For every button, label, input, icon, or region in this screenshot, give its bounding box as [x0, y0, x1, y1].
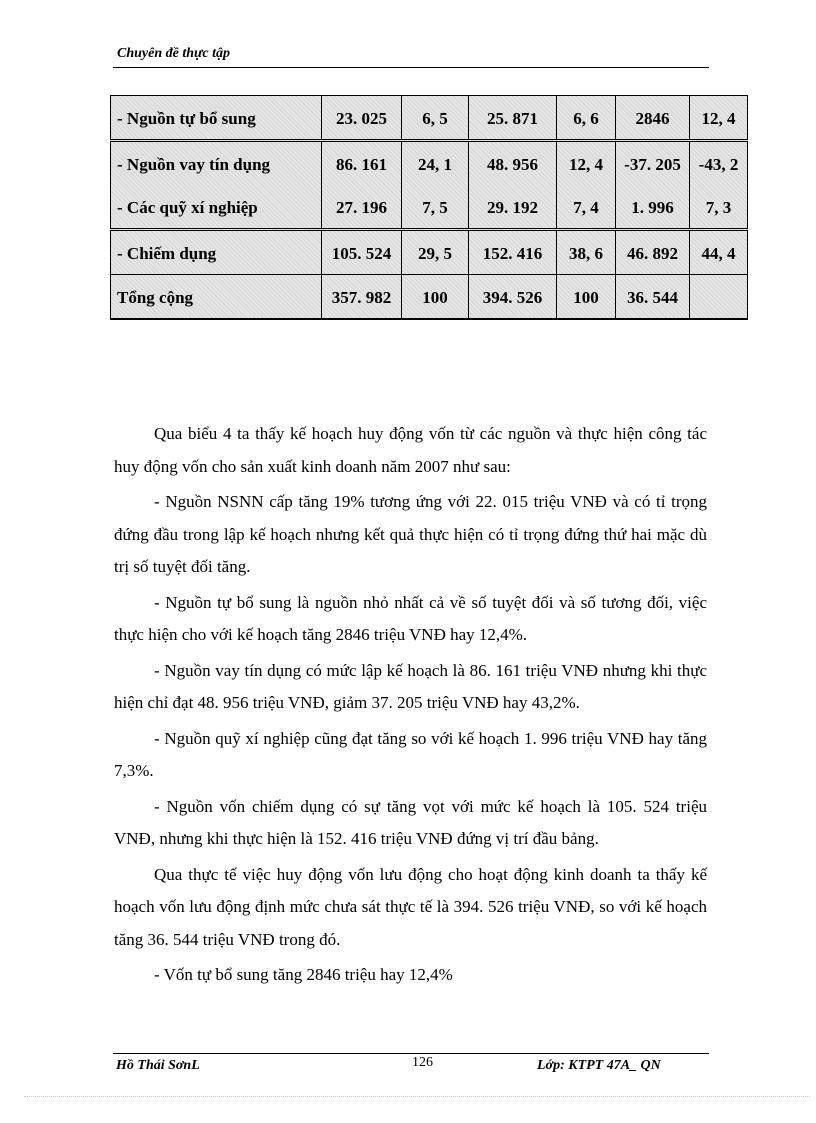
table-row: [111, 185, 748, 230]
table-cell: 2846: [616, 96, 690, 141]
footer-author: Hồ Thái SơnL: [116, 1058, 200, 1073]
table-cell: 394. 526: [469, 275, 557, 320]
table-cell: 36. 544: [616, 275, 690, 320]
table-cell: 7, 5: [402, 185, 469, 230]
table-row: [111, 275, 748, 320]
table-cell: 12, 4: [690, 96, 748, 141]
table-cell: 1. 996: [616, 185, 690, 230]
page-number: 126: [412, 1055, 433, 1070]
footer-class: Lớp: KTPT 47A_ QN: [537, 1058, 661, 1073]
table-cell: 105. 524: [322, 230, 402, 275]
paragraph: - Nguồn tự bổ sung là nguồn nhỏ nhất cả về số tuyệt đối và số tương đối, việc thực hiện cho với kế hoạch tăng 2846 triệu VNĐ hay 12,4%.: [114, 592, 707, 644]
table-cell: 29. 192: [469, 185, 557, 230]
table-cell: 27. 196: [322, 185, 402, 230]
table-cell: -37. 205: [616, 141, 690, 186]
page-edge-divider: [24, 1096, 810, 1097]
table-row: [111, 230, 748, 275]
table-cell: 7, 3: [690, 185, 748, 230]
table-cell: 7, 4: [557, 185, 616, 230]
header-divider: [113, 67, 709, 68]
table-cell: 86. 161: [322, 141, 402, 186]
capital-sources-table: [110, 95, 748, 320]
table-cell: 12, 4: [557, 141, 616, 186]
table-cell: -43, 2: [690, 141, 748, 186]
table-cell: [690, 275, 748, 320]
row-label: - Các quỹ xí nghiệp: [111, 185, 322, 230]
table-cell: 100: [557, 275, 616, 320]
table-cell: 25. 871: [469, 96, 557, 141]
row-label: - Chiếm dụng: [111, 230, 322, 275]
table-row: [111, 141, 748, 186]
table-cell: 6, 5: [402, 96, 469, 141]
table-cell: 44, 4: [690, 230, 748, 275]
paragraph: Qua thực tế việc huy động vốn lưu động cho hoạt động kinh doanh ta thấy kế hoạch vốn lưu động định mức chưa sát thực tế là 394. 526 triệu VNĐ, so với kế hoạch tăng 36. 544 triệu VNĐ trong đó.: [114, 864, 707, 949]
table-cell: 29, 5: [402, 230, 469, 275]
table-cell: 23. 025: [322, 96, 402, 141]
footer-divider: [113, 1053, 709, 1054]
table-cell: 100: [402, 275, 469, 320]
table-cell: 38, 6: [557, 230, 616, 275]
table-cell: 48. 956: [469, 141, 557, 186]
row-label: Tổng cộng: [111, 275, 322, 320]
row-label: - Nguồn vay tín dụng: [111, 141, 322, 186]
paragraph: - Nguồn vay tín dụng có mức lập kế hoạch là 86. 161 triệu VNĐ nhưng khi thực hiện chỉ đạt 48. 956 triệu VNĐ, giảm 37. 205 triệu VNĐ hay 43,2%.: [114, 660, 707, 712]
table-cell: 24, 1: [402, 141, 469, 186]
paragraph: Qua biểu 4 ta thấy kế hoạch huy động vốn từ các nguồn và thực hiện công tác huy động vốn cho sản xuất kinh doanh năm 2007 như sau:: [114, 424, 707, 476]
table-row: [111, 96, 748, 141]
row-label: - Nguồn tự bổ sung: [111, 96, 322, 141]
table-cell: 357. 982: [322, 275, 402, 320]
paragraph: - Vốn tự bổ sung tăng 2846 triệu hay 12,4%: [154, 965, 453, 984]
body-text: [114, 418, 707, 995]
table-cell: 152. 416: [469, 230, 557, 275]
page-header-title: Chuyên đề thực tập: [117, 46, 231, 61]
table-cell: 46. 892: [616, 230, 690, 275]
paragraph: - Nguồn NSNN cấp tăng 19% tương ứng với 22. 015 triệu VNĐ và có tỉ trọng đứng đầu trong lập kế hoạch nhưng kết quả thực hiện có tỉ trọng đứng thứ hai mặc dù trị số tuyệt đối tăng.: [114, 492, 707, 576]
table-cell: 6, 6: [557, 96, 616, 141]
paragraph: - Nguồn vốn chiếm dụng có sự tăng vọt với mức kế hoạch là 105. 524 triệu VNĐ, nhưng khi thực hiện là 152. 416 triệu VNĐ đứng vị trí đầu bảng.: [114, 796, 707, 848]
paragraph: - Nguồn quỹ xí nghiệp cũng đạt tăng so với kế hoạch 1. 996 triệu VNĐ hay tăng 7,3%.: [114, 728, 707, 780]
